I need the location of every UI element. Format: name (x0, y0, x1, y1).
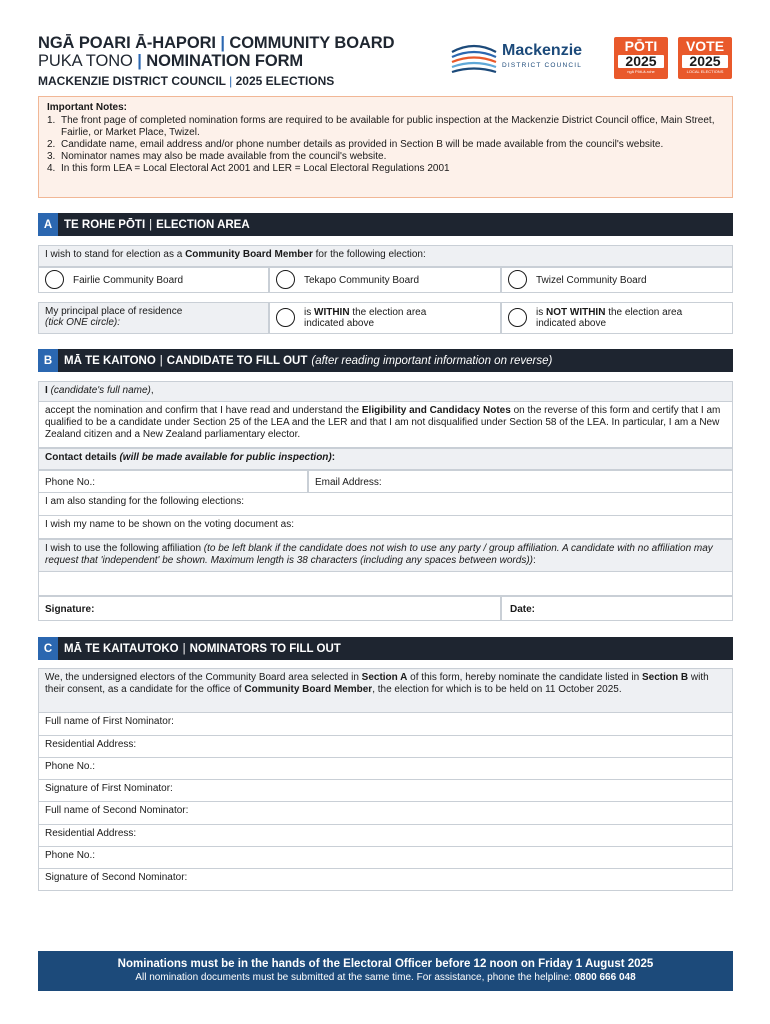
note-text: The front page of completed nomination forms are required to be available for public inspection at the Mackenzie District Council office, Main Street, Fairlie, or Market Place, Twizel. (61, 115, 715, 138)
text: is (304, 307, 314, 318)
also-standing-label: I am also standing for the following elections: (45, 496, 244, 507)
poti-2025-badge (614, 37, 668, 79)
text: : (331, 452, 336, 463)
text: of this form, hereby nominate the candidate listed in (407, 672, 642, 683)
note-item (47, 163, 724, 175)
signature-field[interactable] (38, 596, 501, 621)
residence-not-within[interactable] (501, 302, 733, 334)
notes-title: Important Notes: (47, 102, 127, 113)
text-bold: Section B (641, 672, 689, 683)
signature-label: Signature: (45, 604, 95, 615)
also-standing-field[interactable] (38, 493, 733, 516)
badge-year: 2025 (682, 55, 728, 68)
phone-field[interactable] (38, 470, 308, 493)
text-bold: Eligibility and Candidacy Notes (361, 405, 511, 416)
text: indicated above (304, 318, 375, 329)
text-hint: (to be left blank if the candidate does not wish to use any party / group affiliation. A candidate with no affiliation may request that 'independent' be shown. Maximum length is 38 characters (including any spaces between words)) (45, 543, 713, 566)
section-c-header (38, 637, 733, 660)
text-bold: Community Board Member (244, 684, 373, 695)
text: on the reverse of this form and certify that I am qualified to be a candidate under Section 25 of the LEA and the LER and that I am not disqualified under Section 58 of the LEA. In particular, I am a New Zealand citizen and a New Zealand parliamentary elector. (45, 405, 721, 440)
title-separator: | (229, 74, 233, 88)
affiliation-input[interactable] (38, 572, 733, 596)
section-title-english: ELECTION AREA (156, 218, 250, 231)
email-field[interactable] (308, 470, 733, 493)
candidate-declaration (38, 402, 733, 448)
badge-top-text: VOTE (685, 38, 725, 54)
within-radio[interactable] (276, 308, 295, 327)
form-name-maori: PUKA TONO (38, 52, 133, 70)
date-field[interactable] (501, 596, 733, 621)
fairlie-radio[interactable] (45, 270, 64, 289)
field-label: Signature of First Nominator: (45, 783, 173, 794)
text: All nomination documents must be submitted at the same time. For assistance, phone the helpline: (135, 972, 575, 983)
note-text: Candidate name, email address and/or phone number details as provided in Section B will be made available from the council's website. (61, 139, 664, 150)
note-item (47, 139, 724, 151)
text-hint: (candidate's full name) (50, 385, 151, 396)
section-title-english: NOMINATORS TO FILL OUT (189, 642, 341, 655)
text: We, the undersigned electors of the Community Board area selected in (45, 672, 362, 683)
residence-label (38, 302, 269, 334)
text-bold: Community Board Member (185, 249, 313, 260)
section-title-english: CANDIDATE TO FILL OUT (166, 354, 308, 367)
voting-name-label: I wish my name to be shown on the voting document as: (45, 519, 295, 530)
field-label: Phone No.: (45, 761, 96, 772)
first-nominator-address-field[interactable] (38, 736, 733, 758)
text: is (536, 307, 546, 318)
text: I wish to stand for election as a (45, 249, 186, 260)
section-title-maori: MĀ TE KAITONO (64, 354, 156, 367)
second-nominator-phone-field[interactable] (38, 847, 733, 869)
not-within-label (536, 307, 682, 329)
logo-subtitle: DISTRICT COUNCIL (502, 62, 583, 69)
note-number: 4. (47, 163, 56, 174)
second-nominator-name-field[interactable] (38, 802, 733, 825)
note-number: 2. (47, 139, 56, 150)
field-label: Full name of First Nominator: (45, 716, 174, 727)
text: , (150, 385, 154, 396)
text: the election area (605, 307, 683, 318)
section-b-header (38, 349, 733, 372)
field-label: Residential Address: (45, 739, 137, 750)
within-label (304, 307, 426, 329)
helpline-text (38, 971, 733, 984)
badge-top-text: PŌTI (624, 38, 658, 54)
note-item (47, 151, 724, 163)
text: indicated above (536, 318, 607, 329)
field-label: Signature of Second Nominator: (45, 872, 188, 883)
first-nominator-name-field[interactable] (38, 713, 733, 736)
text-bold: Section A (361, 672, 408, 683)
option-label: Fairlie Community Board (73, 275, 184, 286)
field-label: Residential Address: (45, 828, 137, 839)
section-title-maori: TE ROHE PŌTI (64, 218, 146, 231)
badge-foot: LOCAL ELECTIONS (686, 69, 724, 74)
note-item (47, 115, 724, 139)
text: the election area (349, 307, 427, 318)
title-maori: NGĀ POARI Ā-HAPORI (38, 34, 216, 52)
field-label: Full name of Second Nominator: (45, 805, 189, 816)
text-bold: WITHIN (314, 307, 350, 318)
section-letter: A (38, 213, 58, 236)
candidate-name-field[interactable] (38, 381, 733, 402)
note-text: In this form LEA = Local Electoral Act 2001 and LER = Local Electoral Regulations 2001 (61, 163, 450, 174)
text: with their consent, as a candidate for the office of (45, 672, 709, 695)
logo-wordmark: Mackenzie (502, 42, 583, 59)
text: : (532, 555, 536, 566)
option-twizel[interactable] (501, 267, 733, 293)
helpline-number: 0800 666 048 (574, 972, 636, 983)
text: for the following election: (312, 249, 426, 260)
text: I wish to use the following affiliation (45, 543, 204, 554)
first-nominator-signature-field[interactable] (38, 780, 733, 802)
section-a-header (38, 213, 733, 236)
email-label: Email Address: (315, 477, 382, 488)
stand-for-election-label (38, 245, 733, 267)
important-notes-box (38, 96, 733, 198)
not-within-radio[interactable] (508, 308, 527, 327)
option-label: Tekapo Community Board (304, 275, 420, 286)
vote-2025-badge (678, 37, 732, 79)
section-title-maori: MĀ TE KAITAUTOKO (64, 642, 179, 655)
section-separator: | (182, 642, 186, 655)
badge-foot: ngā Pōti-ā-rohe (627, 69, 655, 74)
text-bold: NOT WITHIN (546, 307, 606, 318)
council-logo (450, 38, 600, 76)
second-nominator-signature-field[interactable] (38, 869, 733, 891)
text: accept the nomination and confirm that I have read and understand the (45, 405, 362, 416)
residence-within[interactable] (269, 302, 501, 334)
contact-details-label (38, 448, 733, 470)
deadline-text: Nominations must be in the hands of the Electoral Officer before 12 noon on Friday 1 August 2025 (117, 958, 654, 970)
text-bold: I (45, 385, 48, 396)
section-separator: | (149, 218, 153, 231)
deadline-footer (38, 951, 733, 991)
tekapo-radio[interactable] (276, 270, 295, 289)
form-name-english: NOMINATION FORM (146, 52, 304, 70)
twizel-radio[interactable] (508, 270, 527, 289)
note-number: 1. (47, 115, 56, 126)
note-text: Nominator names may also be made available from the council's website. (61, 151, 387, 162)
section-letter: C (38, 637, 58, 660)
residence-hint: (tick ONE circle): (45, 317, 120, 328)
phone-label: Phone No.: (45, 477, 96, 488)
text-bold: Contact details (45, 452, 117, 463)
affiliation-label (38, 539, 733, 572)
badge-year: 2025 (618, 55, 664, 68)
section-title-note: (after reading important information on reverse) (311, 354, 553, 367)
text-hint: (will be made available for public inspection) (119, 452, 332, 463)
section-letter: B (38, 349, 58, 372)
option-tekapo[interactable] (269, 267, 501, 293)
second-nominator-address-field[interactable] (38, 825, 733, 847)
date-label: Date: (510, 604, 536, 615)
voting-name-field[interactable] (38, 516, 733, 539)
nominators-intro (38, 668, 733, 713)
field-label: Phone No.: (45, 850, 96, 861)
first-nominator-phone-field[interactable] (38, 758, 733, 780)
title-english: COMMUNITY BOARD (229, 34, 395, 52)
council-name: MACKENZIE DISTRICT COUNCIL (38, 74, 226, 88)
section-separator: | (159, 354, 163, 367)
title-separator: | (137, 52, 142, 70)
text: , the election for which is to be held on 11 October 2025. (372, 684, 622, 695)
residence-text: My principal place of residence (45, 306, 183, 317)
option-label: Twizel Community Board (536, 275, 647, 286)
election-year: 2025 ELECTIONS (235, 74, 335, 88)
mountain-logo-icon (450, 38, 498, 76)
note-number: 3. (47, 151, 56, 162)
title-separator: | (220, 34, 225, 52)
option-fairlie[interactable] (38, 267, 269, 293)
